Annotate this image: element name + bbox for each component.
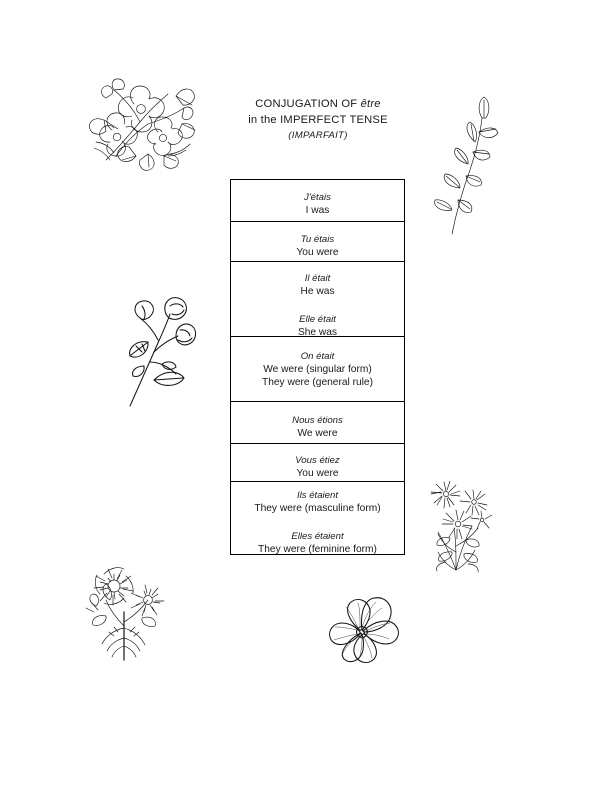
french-form: Elles étaient: [291, 531, 344, 542]
conjugation-entry: [235, 347, 400, 393]
title-line-1-prefix: CONJUGATION OF: [255, 98, 361, 110]
conjugation-entry: [235, 188, 400, 221]
french-form: Elle était: [299, 314, 336, 325]
grass-stem-sprig-icon: [432, 96, 498, 236]
table-row: [231, 444, 404, 482]
french-form: Nous étions: [292, 415, 343, 426]
table-row: [231, 180, 404, 222]
title-verb-etre: être: [360, 98, 381, 110]
french-form: J'étais: [304, 192, 331, 203]
english-translation: You were: [296, 468, 339, 479]
conjugation-entry: [235, 230, 400, 263]
english-translation: She was: [297, 327, 338, 338]
english-translation: I was: [305, 205, 330, 216]
english-translation: They were (masculine form): [254, 503, 381, 514]
table-row: [231, 402, 404, 444]
table-row: [231, 222, 404, 262]
english-translation: We were (singular form): [263, 364, 372, 375]
poppy-bloom-icon: [316, 590, 408, 668]
wild-rose-cluster-icon: [86, 64, 198, 172]
french-form: Il était: [304, 273, 331, 284]
conjugation-entry: [235, 451, 400, 484]
title-line-1: [206, 96, 430, 112]
title-line-3-imparfait: (IMPARFAIT): [288, 130, 348, 141]
english-translation-alt: They were (general rule): [262, 377, 373, 388]
table-row: [231, 337, 404, 402]
french-form: On était: [300, 351, 335, 362]
aster-spray-icon: [426, 476, 496, 572]
conjugation-entry: [235, 269, 400, 302]
english-translation: We were: [297, 428, 338, 439]
french-form: Tu étais: [300, 234, 335, 245]
conjugation-entry: [235, 411, 400, 444]
conjugation-entry: [235, 527, 400, 560]
rose-bud-sprig-icon: [122, 292, 196, 408]
conjugation-table: [230, 179, 405, 555]
title-line-2: in the IMPERFECT TENSE: [248, 114, 388, 126]
daisy-pair-icon: [82, 556, 174, 662]
page-title: [206, 96, 430, 143]
table-row: [231, 482, 404, 554]
conjugation-entry: [235, 486, 400, 519]
english-translation: He was: [300, 286, 335, 297]
table-row: [231, 262, 404, 337]
english-translation: They were (feminine form): [258, 544, 377, 555]
english-translation: You were: [296, 247, 339, 258]
french-form: Vous étiez: [295, 455, 340, 466]
french-form: Ils étaient: [296, 490, 339, 501]
